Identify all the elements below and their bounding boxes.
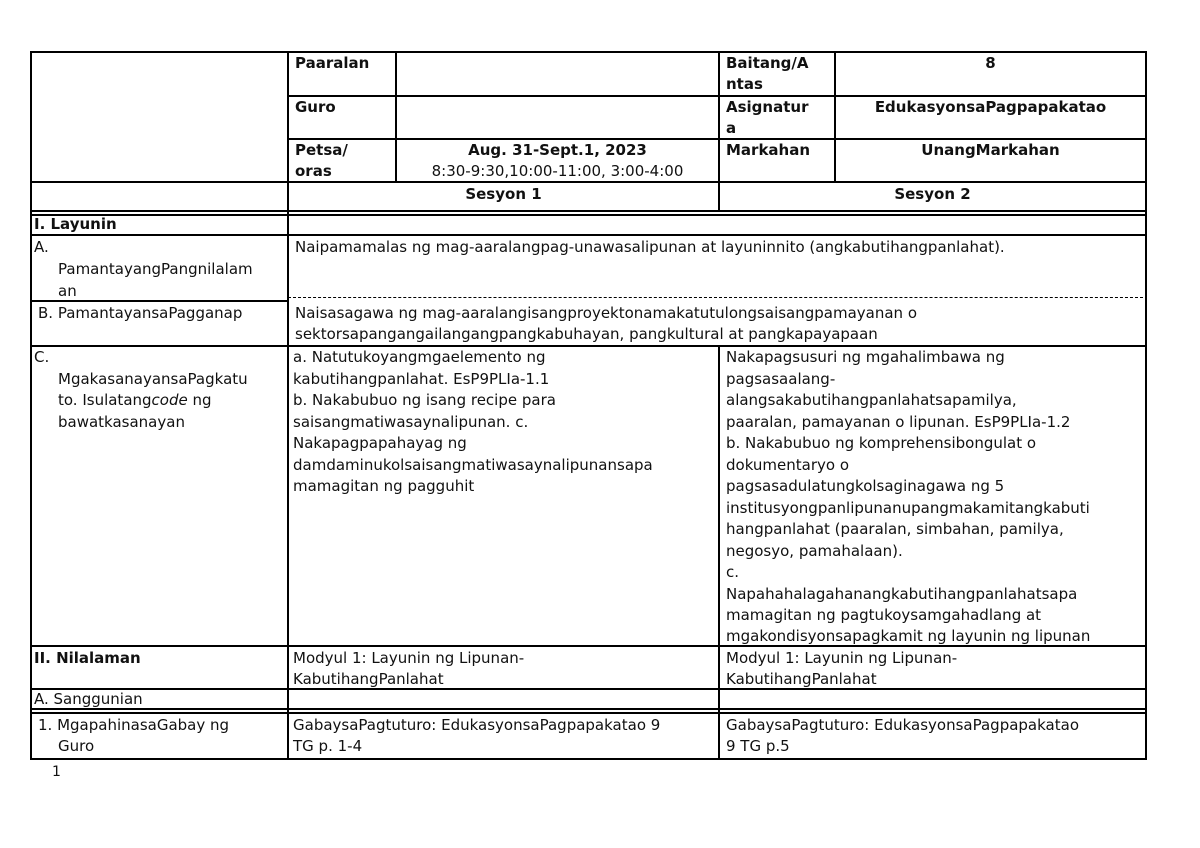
nilalaman-s1-line2: KabutihangPanlahat <box>293 670 444 688</box>
text-line: c. <box>726 563 740 581</box>
petsa-time: 8:30-9:30,10:00-11:00, 3:00-4:00 <box>431 162 684 180</box>
asignatura-label-line1: Asignatur <box>726 98 809 116</box>
gabay-guro-s2-line1: GabaysaPagtuturo: EdukasyonsaPagpapakatao <box>726 716 1079 734</box>
kasanayan-label-4: bawatkasanayan <box>58 413 185 431</box>
text-line: saisangmatiwasaynalipunan. c. <box>293 413 529 431</box>
text-line: dokumentaryo o <box>726 456 850 474</box>
text-line: Nakapagpapahayag ng <box>293 434 467 452</box>
baitang-label-line2: ntas <box>726 75 763 93</box>
layunin-heading: I. Layunin <box>34 215 117 233</box>
dashed-separator <box>288 297 1143 298</box>
pamantayang-pangnilalaman-label-3: an <box>58 282 77 300</box>
pamantayang-pangnilalaman-label-2: PamantayangPangnilalam <box>58 260 253 278</box>
nilalaman-s2-line2: KabutihangPanlahat <box>726 670 877 688</box>
kasanayan-label-1: C. <box>34 348 50 366</box>
gabay-guro-s1-line2: TG p. 1-4 <box>293 737 363 755</box>
text-line: pagsasaalang- <box>726 370 836 388</box>
text-line: b. Nakabubuo ng komprehensibongulat o <box>726 434 1037 452</box>
gabay-guro-s2-line2: 9 TG p.5 <box>726 737 790 755</box>
nilalaman-heading: II. Nilalaman <box>34 649 141 667</box>
baitang-label-line1: Baitang/A <box>726 54 809 72</box>
text-line: b. Nakabubuo ng isang recipe para <box>293 391 556 409</box>
markahan-label: Markahan <box>726 141 811 159</box>
text-line: kabutihangpanlahat. EsP9PLIa-1.1 <box>293 370 550 388</box>
text-line: a. Natutukoyangmgaelemento ng <box>293 348 546 366</box>
text-line: mamagitan ng pagguhit <box>293 477 475 495</box>
gabay-guro-s1-line1: GabaysaPagtuturo: EdukasyonsaPagpapakatao 9 <box>293 716 661 734</box>
asignatura-value: EdukasyonsaPagpapakatao <box>874 98 1107 116</box>
page-number: 1 <box>52 764 61 780</box>
text-line: mamagitan ng pagtukoysamgahadlang at <box>726 606 1042 624</box>
kasanayan-label-2: MgakasanayansaPagkatu <box>58 370 248 388</box>
nilalaman-s1-line1: Modyul 1: Layunin ng Lipunan- <box>293 649 525 667</box>
guro-label: Guro <box>295 98 336 116</box>
session-2-header: Sesyon 2 <box>894 185 971 203</box>
gabay-guro-label-1: 1. MgapahinasaGabay ng <box>38 716 230 734</box>
text-line: mgakondisyonsapagkamit ng layunin ng lipunan <box>726 627 1091 645</box>
asignatura-label-line2: a <box>726 119 737 137</box>
nilalaman-s2-line1: Modyul 1: Layunin ng Lipunan- <box>726 649 958 667</box>
text-line: hangpanlahat (paaralan, simbahan, pamilya, <box>726 520 1064 538</box>
paaralan-label: Paaralan <box>295 54 370 72</box>
pamantayang-pangnilalaman-label-1: A. <box>34 238 49 256</box>
text-line: institusyongpanlipunanupangmakamitangkabuti <box>726 499 1090 517</box>
markahan-value: UnangMarkahan <box>921 141 1060 159</box>
pamantayan-sa-pagganap-label: B. PamantayansaPagganap <box>38 304 243 322</box>
petsa-date: Aug. 31-Sept.1, 2023 <box>468 141 647 159</box>
text-line: pagsasadulatungkolsaginagawa ng 5 <box>726 477 1005 495</box>
petsa-label-line2: oras <box>295 162 332 180</box>
text-line: Napahahalagahanangkabutihangpanlahatsapa <box>726 585 1078 603</box>
text-line: alangsakabutihangpanlahatsapamilya, <box>726 391 1017 409</box>
baitang-value: 8 <box>985 54 996 72</box>
pamantayan-sa-pagganap-text-2: sektorsapangangailangangpangkabuhayan, pangkultural at pangkapayapaan <box>295 325 878 343</box>
text-line: damdaminukolsaisangmatiwasaynalipunansapa <box>293 456 653 474</box>
pamantayan-sa-pagganap-text-1: Naisasagawa ng mag-aaralangisangproyektonamakatutulongsaisangpamayanan o <box>295 304 918 322</box>
gabay-guro-label-2: Guro <box>58 737 95 755</box>
sanggunian-heading: A. Sanggunian <box>34 690 143 708</box>
text-line: paaralan, pamayanan o lipunan. EsP9PLIa-1.2 <box>726 413 1071 431</box>
session-1-header: Sesyon 1 <box>465 185 542 203</box>
kasanayan-label-3: to. Isulatangcode ng <box>58 391 212 409</box>
petsa-label-line1: Petsa/ <box>295 141 348 159</box>
text-line: Nakapagsusuri ng mgahalimbawa ng <box>726 348 1005 366</box>
pamantayang-pangnilalaman-text: Naipamamalas ng mag-aaralangpag-unawasalipunan at layuninnito (angkabutihangpanlahat). <box>295 238 1005 256</box>
text-line: negosyo, pamahalaan). <box>726 542 903 560</box>
